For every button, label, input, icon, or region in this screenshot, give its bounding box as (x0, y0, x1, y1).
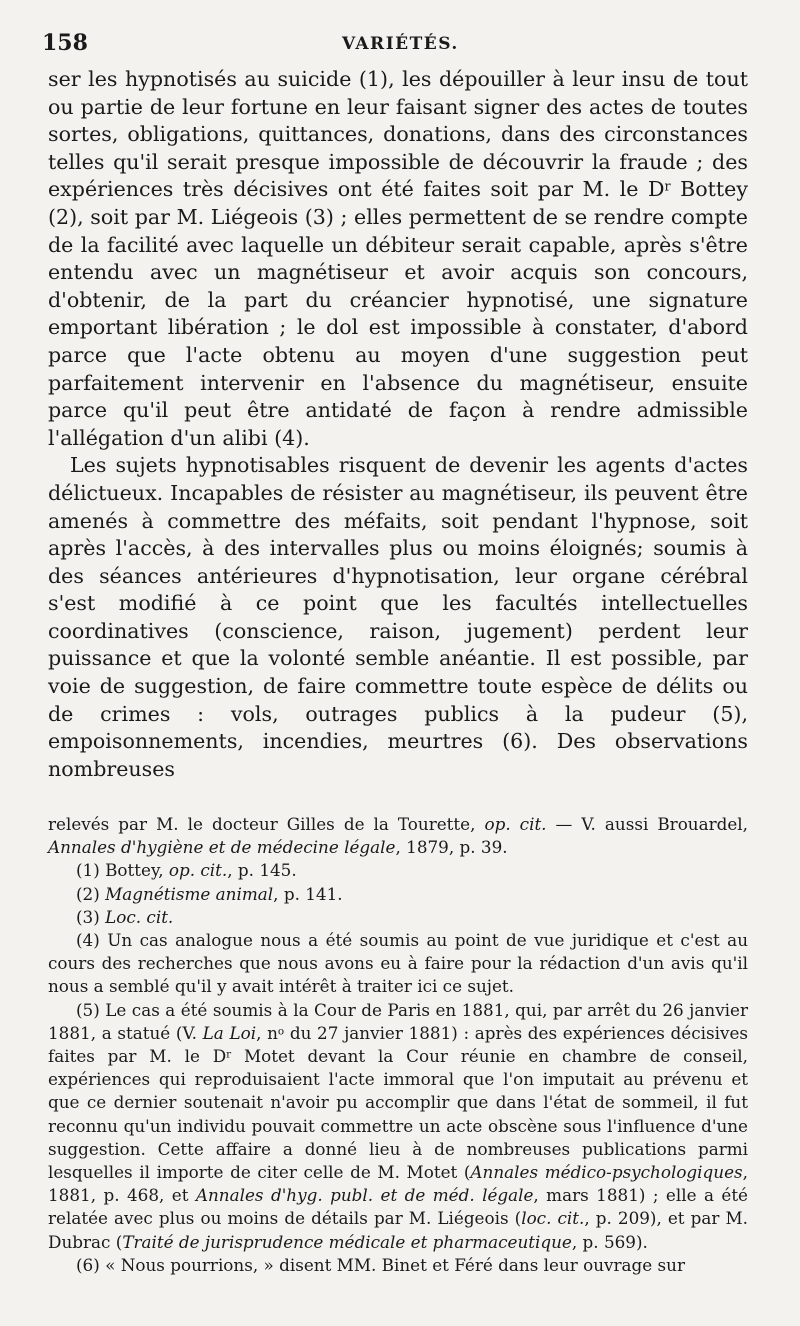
note-text: (1) Bottey, (76, 860, 169, 881)
note-text: , 1879, p. 39. (395, 837, 508, 858)
note-text: , n (256, 1022, 278, 1043)
note-text: — V. aussi Brouardel, (546, 814, 749, 834)
note-italic: La Loi (202, 1022, 257, 1043)
paragraph-text: Bottey (2), soit par M. Liégeois (3) ; elles permettent de se rendre compte de la facilité avec laquelle un débiteur serait capable, après s'être entendu avec un magnétiseur et avoir acquis son concours, d'obtenir, de la part du créancier hypnotisé, une signature emportant libération ; le dol est impossible à constater, d'abord parce que l'acte obtenu au moyen d'une suggestion peut parfaitement intervenir en l'absence du magnétiseur, ensuite parce qu'il peut être antidaté de façon à rendre admissible l'allégation d'un alibi (4). (48, 177, 749, 450)
note-italic: Traité de jurisprudence médicale et pharmaceutique (122, 1231, 572, 1252)
superscript: o (277, 1025, 285, 1038)
paragraph-continued (48, 66, 748, 452)
note-italic: Annales d'hygiène et de médecine légale (48, 837, 396, 858)
footnote-4: (4) Un cas analogue nous a été soumis au point de vue juridique et c'est au cours des recherches que nous avons eu à faire pour la rédaction d'un avis qu'il nous a semblé qu'il y avait intérêt à traiter ici ce sujet. (48, 930, 748, 997)
page-number: 158 (42, 30, 88, 56)
footnote-2 (48, 883, 748, 906)
note-text: (3) (76, 906, 106, 927)
note-italic: Annales médico-psychologiques (470, 1162, 743, 1183)
superscript: r (664, 179, 671, 195)
note-text: Motet devant la Cour réunie en chambre de conseil, expériences qui reproduisaient l'acte immoral que l'on imputait au prévenu et que ce dernier soutenait n'avoir pu accomplir que dans l'état de sommeil, il fut reconnu qu'un individu pouvait commettre un acte obscène sous l'influence d'une suggestion. Cette affaire a donné lieu à de nombreuses publications parmi lesquelles il importe de citer celle de M. Motet ( (48, 1046, 749, 1183)
footnote-1 (48, 859, 748, 882)
footnote-5 (48, 999, 748, 1254)
footnote-6: (6) « Nous pourrions, » disent MM. Binet et Féré dans leur ouvrage sur (76, 1254, 685, 1275)
note-text: (5) Le cas a été soumis à la Cour de Paris en 1881, qui, par arrêt du 26 janvier 1881, a statué (V. (48, 999, 748, 1043)
note-text: , p. 145. (227, 860, 297, 881)
note-text: , p. 141. (273, 883, 343, 904)
note-text: , p. 569). (571, 1231, 648, 1252)
footnotes (48, 813, 748, 1277)
note-italic: Magnétisme animal (105, 883, 274, 904)
running-head: VARIÉTÉS. (342, 34, 459, 54)
footnote-3 (48, 906, 748, 929)
note-italic: loc. cit. (521, 1208, 585, 1229)
note-text: (2) (76, 883, 106, 904)
note-text: , mars 1881) ; elle a été relatée avec plus ou moins de détails par M. Liégeois ( (48, 1185, 748, 1229)
main-text (48, 66, 748, 783)
note-italic: op. cit. (484, 814, 547, 834)
note-text: , 1881, p. 468, et (48, 1162, 748, 1206)
paragraph: Les sujets hypnotisables risquent de devenir les agents d'actes délictueux. Incapables de résister au magnétiseur, ils peuvent être amenés à commettre des méfaits, soit pendant l'hypnose, soit après l'accès, à des intervalles plus ou moins éloignés; soumis à des séances antérieures d'hypnotisation, leur organe cérébral s'est modifié à ce point que les facultés intellectuelles coordinatives (conscience, raison, jugement) perdent leur puissance et que la volonté semble anéantie. Il est possible, par voie de suggestion, de faire commettre toute espèce de délits ou de crimes : vols, outrages publics à la pudeur (5), empoisonnements, incendies, meurtres (6). Des observations nombreuses (48, 453, 748, 781)
note-italic: Loc. cit. (105, 906, 174, 927)
note-text: relevés par M. le docteur Gilles de la Tourette, (48, 814, 485, 834)
note-italic: op. cit. (168, 860, 228, 881)
note-italic: Annales d'hyg. publ. et de méd. légale (195, 1185, 534, 1206)
note-text: du 27 janvier 1881) : après des expériences décisives faites par M. le D (48, 1022, 748, 1067)
page-header (42, 30, 748, 60)
note-text: , p. 209), et par M. Dubrac ( (48, 1208, 748, 1252)
paragraph-text: ser les hypnotisés au suicide (1), les dépouiller à leur insu de tout ou partie de leur fortune en leur faisant signer des actes de toutes sortes, obligations, quittances, donations, dans des circonstances telles qu'il serait presque impossible de découvrir la fraude ; des expériences très décisives ont été faites soit par M. le D (48, 67, 748, 202)
footnote-continued (48, 813, 748, 859)
superscript: r (226, 1048, 232, 1061)
